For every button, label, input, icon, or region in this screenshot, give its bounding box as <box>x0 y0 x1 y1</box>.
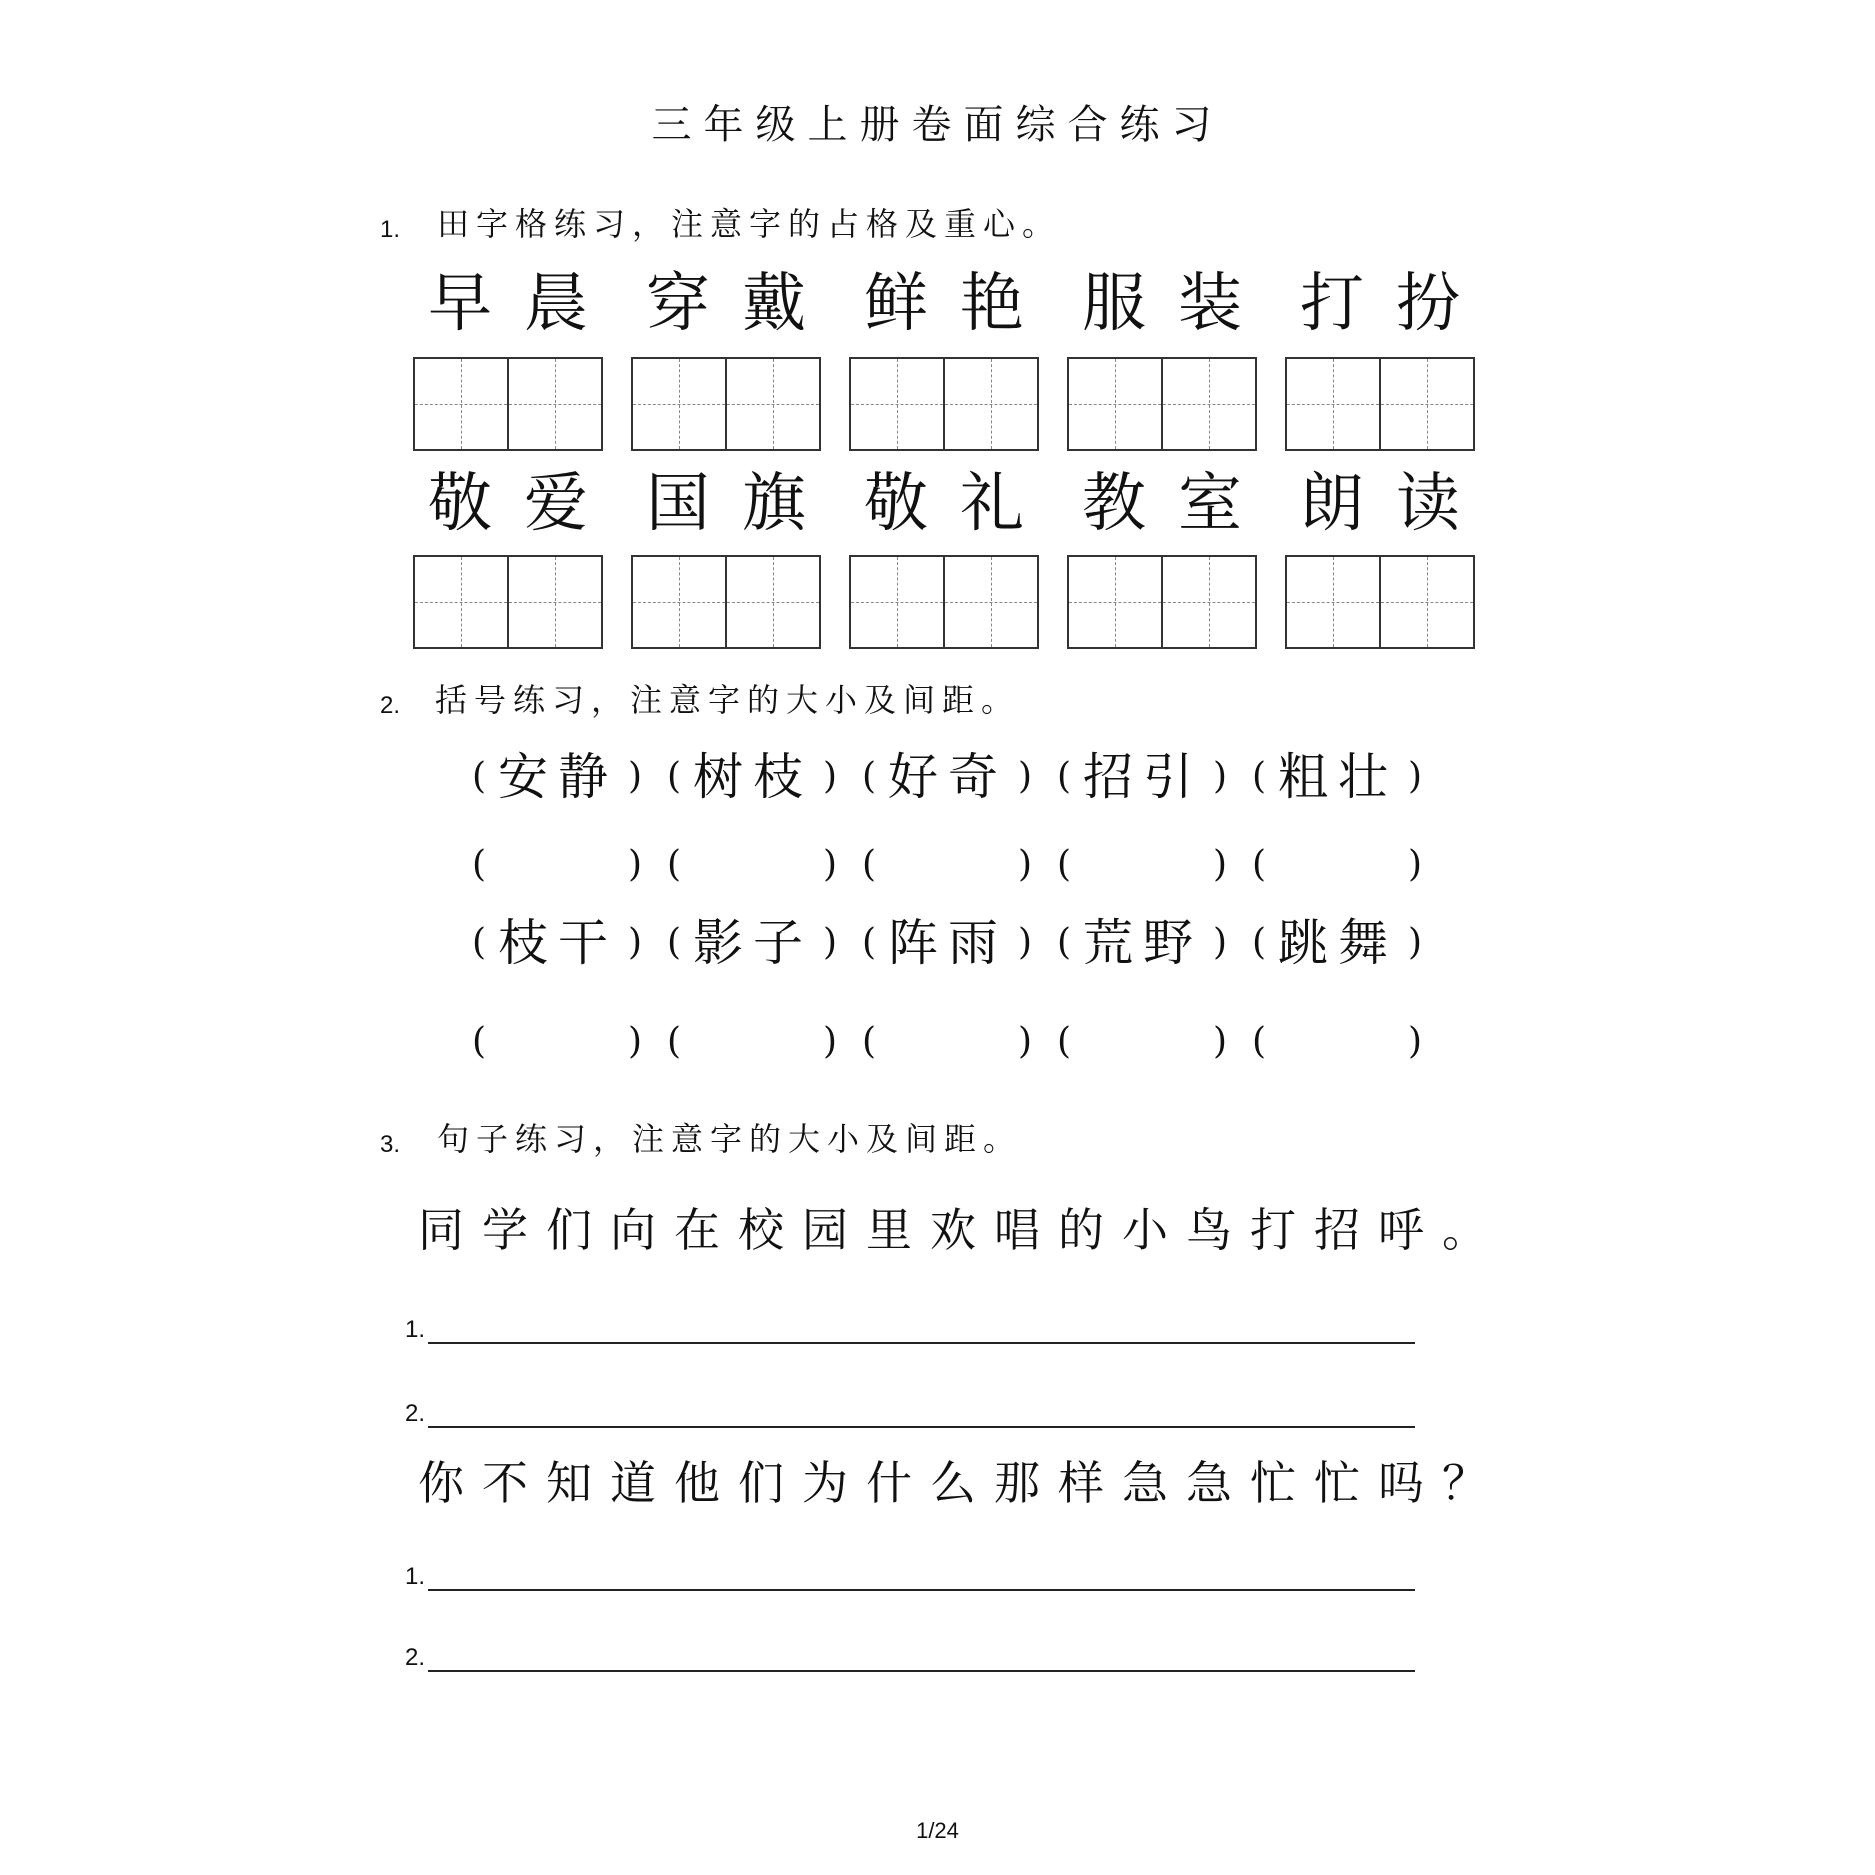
paren-blank[interactable] <box>860 1007 1055 1077</box>
paren-word-text: 阵雨 <box>888 914 1008 972</box>
close-paren: ) <box>628 844 643 885</box>
char: 服 <box>1082 267 1146 341</box>
open-paren: ( <box>862 844 877 885</box>
char: 旗 <box>742 467 806 541</box>
tianzige-cell[interactable] <box>851 557 943 647</box>
q1-word-1-4 <box>1066 267 1258 341</box>
char: 敬 <box>428 467 492 541</box>
close-paren: ) <box>1408 844 1423 885</box>
q1-instruction: 田字格练习，注意字的占格及重心。 <box>437 205 1062 243</box>
char: 教 <box>1082 467 1146 541</box>
q3-number: 3. <box>380 1131 401 1158</box>
q1-word-2-5 <box>1284 467 1476 541</box>
char: 读 <box>1396 467 1460 541</box>
open-paren: ( <box>667 844 682 885</box>
q2-word-row-2 <box>470 908 1430 978</box>
paren-word-text: 荒野 <box>1083 914 1203 972</box>
open-paren: ( <box>862 922 877 963</box>
worksheet-title: 三年级上册卷面综合练习 <box>651 102 1224 148</box>
answer-underline[interactable] <box>428 1589 1415 1591</box>
paren-word-text: 影子 <box>693 914 813 972</box>
tianzige-cell[interactable] <box>507 359 601 449</box>
answer-underline[interactable] <box>428 1426 1415 1428</box>
q3-sentence-2: 你不知道他们为什么那样急急忙忙吗？ <box>418 1456 1506 1510</box>
paren-blank[interactable] <box>470 830 665 900</box>
char: 敬 <box>864 467 928 541</box>
close-paren: ) <box>628 756 643 797</box>
close-paren: ) <box>823 1021 838 1062</box>
paren-blank[interactable] <box>665 830 860 900</box>
tianzige-box[interactable] <box>1067 357 1257 451</box>
close-paren: ) <box>1408 922 1423 963</box>
paren-word-text: 招引 <box>1083 748 1203 806</box>
paren-word <box>1055 908 1250 978</box>
char: 国 <box>646 467 710 541</box>
paren-word <box>665 742 860 812</box>
open-paren: ( <box>472 1021 487 1062</box>
q3-sentence-1: 同学们向在校园里欢唱的小鸟打招呼。 <box>418 1203 1506 1257</box>
tianzige-cell[interactable] <box>1379 557 1473 647</box>
tianzige-box[interactable] <box>631 555 821 649</box>
q1-word-1-2 <box>630 267 822 341</box>
tianzige-box[interactable] <box>1067 555 1257 649</box>
tianzige-cell[interactable] <box>1161 359 1255 449</box>
q3-instruction: 句子练习，注意字的大小及间距。 <box>437 1120 1023 1158</box>
paren-word-text: 枝干 <box>498 914 618 972</box>
char: 晨 <box>524 267 588 341</box>
paren-word <box>1250 742 1445 812</box>
answer-line[interactable] <box>405 1555 1415 1591</box>
answer-line-number: 2. <box>405 1644 426 1671</box>
tianzige-box[interactable] <box>1285 357 1475 451</box>
close-paren: ) <box>1018 1021 1033 1062</box>
tianzige-cell[interactable] <box>415 557 507 647</box>
paren-word <box>1250 908 1445 978</box>
paren-word <box>1055 742 1250 812</box>
tianzige-box[interactable] <box>1285 555 1475 649</box>
q2-number: 2. <box>380 692 401 719</box>
close-paren: ) <box>1018 844 1033 885</box>
tianzige-cell[interactable] <box>725 557 819 647</box>
paren-blank[interactable] <box>1250 830 1445 900</box>
paren-blank[interactable] <box>1055 1007 1250 1077</box>
open-paren: ( <box>1252 844 1267 885</box>
paren-word <box>860 908 1055 978</box>
open-paren: ( <box>667 922 682 963</box>
close-paren: ) <box>1213 922 1228 963</box>
close-paren: ) <box>1213 756 1228 797</box>
close-paren: ) <box>823 844 838 885</box>
paren-blank[interactable] <box>1250 1007 1445 1077</box>
char: 打 <box>1300 267 1364 341</box>
open-paren: ( <box>1057 756 1072 797</box>
paren-word <box>470 908 665 978</box>
q2-blank-row-1 <box>470 830 1430 900</box>
tianzige-cell[interactable] <box>633 557 725 647</box>
tianzige-cell[interactable] <box>1069 557 1161 647</box>
q2-blank-row-2 <box>470 1007 1430 1077</box>
char: 早 <box>428 267 492 341</box>
tianzige-cell[interactable] <box>507 557 601 647</box>
tianzige-cell[interactable] <box>851 359 943 449</box>
char: 艳 <box>960 267 1024 341</box>
answer-line[interactable] <box>405 1392 1415 1428</box>
tianzige-cell[interactable] <box>633 359 725 449</box>
open-paren: ( <box>472 756 487 797</box>
close-paren: ) <box>1408 756 1423 797</box>
close-paren: ) <box>628 922 643 963</box>
tianzige-cell[interactable] <box>943 359 1037 449</box>
char: 装 <box>1178 267 1242 341</box>
q2-word-row-1 <box>470 742 1430 812</box>
tianzige-cell[interactable] <box>1287 557 1379 647</box>
page-number: 1/24 <box>916 1818 959 1843</box>
paren-word-text: 跳舞 <box>1278 914 1398 972</box>
close-paren: ) <box>823 922 838 963</box>
open-paren: ( <box>862 1021 877 1062</box>
close-paren: ) <box>1018 756 1033 797</box>
tianzige-box[interactable] <box>849 555 1039 649</box>
close-paren: ) <box>628 1021 643 1062</box>
tianzige-cell[interactable] <box>1287 359 1379 449</box>
q1-word-2-1 <box>412 467 604 541</box>
q1-word-2-4 <box>1066 467 1258 541</box>
paren-word-text: 树枝 <box>693 748 813 806</box>
answer-line[interactable] <box>405 1636 1415 1672</box>
paren-word-text: 粗壮 <box>1278 748 1398 806</box>
q2-instruction: 括号练习，注意字的大小及间距。 <box>435 681 1021 719</box>
open-paren: ( <box>1252 922 1267 963</box>
open-paren: ( <box>472 844 487 885</box>
q1-word-1-1 <box>412 267 604 341</box>
open-paren: ( <box>1252 1021 1267 1062</box>
tianzige-cell[interactable] <box>1379 359 1473 449</box>
paren-blank[interactable] <box>665 1007 860 1077</box>
open-paren: ( <box>1252 756 1267 797</box>
open-paren: ( <box>862 756 877 797</box>
q1-word-2-3 <box>848 467 1040 541</box>
char: 扮 <box>1396 267 1460 341</box>
q1-word-1-5 <box>1284 267 1476 341</box>
answer-line[interactable] <box>405 1308 1415 1344</box>
open-paren: ( <box>1057 1021 1072 1062</box>
paren-word <box>665 908 860 978</box>
answer-line-number: 2. <box>405 1400 426 1427</box>
answer-underline[interactable] <box>428 1670 1415 1672</box>
tianzige-cell[interactable] <box>1069 359 1161 449</box>
char: 礼 <box>960 467 1024 541</box>
close-paren: ) <box>1408 1021 1423 1062</box>
paren-blank[interactable] <box>1055 830 1250 900</box>
close-paren: ) <box>823 756 838 797</box>
open-paren: ( <box>1057 844 1072 885</box>
q1-word-2-2 <box>630 467 822 541</box>
answer-underline[interactable] <box>428 1342 1415 1344</box>
open-paren: ( <box>1057 922 1072 963</box>
paren-blank[interactable] <box>470 1007 665 1077</box>
answer-line-number: 1. <box>405 1563 426 1590</box>
char: 爱 <box>524 467 588 541</box>
paren-word <box>470 742 665 812</box>
tianzige-box[interactable] <box>631 357 821 451</box>
q1-number: 1. <box>380 216 401 243</box>
char: 朗 <box>1300 467 1364 541</box>
paren-word-text: 安静 <box>498 748 618 806</box>
paren-word <box>860 742 1055 812</box>
tianzige-box[interactable] <box>849 357 1039 451</box>
char: 鲜 <box>864 267 928 341</box>
close-paren: ) <box>1213 844 1228 885</box>
open-paren: ( <box>667 1021 682 1062</box>
open-paren: ( <box>667 756 682 797</box>
tianzige-cell[interactable] <box>725 359 819 449</box>
close-paren: ) <box>1018 922 1033 963</box>
tianzige-cell[interactable] <box>943 557 1037 647</box>
paren-blank[interactable] <box>860 830 1055 900</box>
close-paren: ) <box>1213 1021 1228 1062</box>
tianzige-cell[interactable] <box>1161 557 1255 647</box>
tianzige-box[interactable] <box>413 357 603 451</box>
paren-word-text: 好奇 <box>888 748 1008 806</box>
answer-line-number: 1. <box>405 1316 426 1343</box>
tianzige-box[interactable] <box>413 555 603 649</box>
char: 室 <box>1178 467 1242 541</box>
q1-word-1-3 <box>848 267 1040 341</box>
char: 穿 <box>646 267 710 341</box>
tianzige-cell[interactable] <box>415 359 507 449</box>
char: 戴 <box>742 267 806 341</box>
open-paren: ( <box>472 922 487 963</box>
